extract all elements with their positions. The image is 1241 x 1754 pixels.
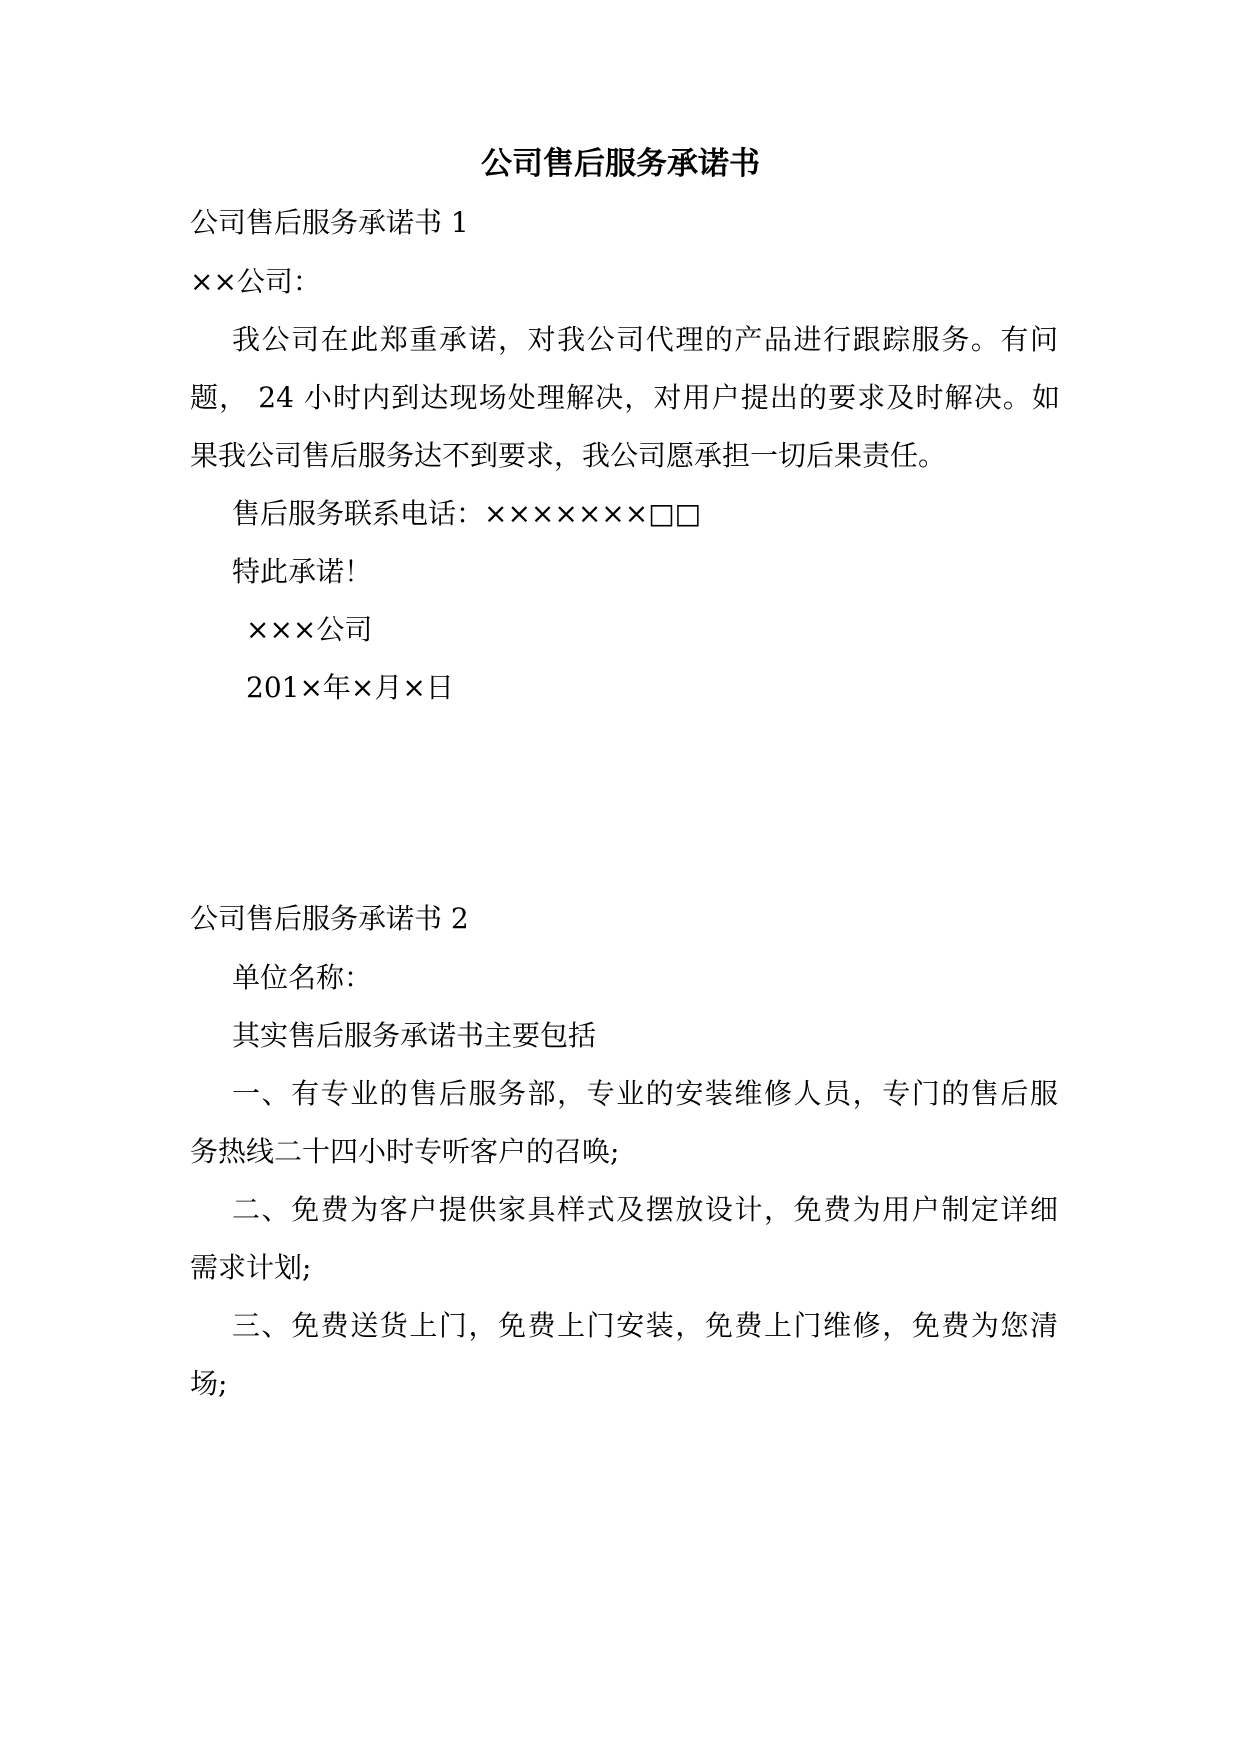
section1-body-line: 果我公司售后服务达不到要求，我公司愿承担一切后果责任。 [190,439,947,472]
section2-heading: 公司售后服务承诺书 2 [190,902,469,935]
list-item-line: 场; [190,1367,228,1400]
list-item-line: 需求计划; [190,1251,312,1284]
document-title: 公司售后服务承诺书 [481,146,760,182]
list-item-line: 一、有专业的售后服务部，专业的安装维修人员，专门的售后服 [232,1077,1058,1110]
section1-body-line: 我公司在此郑重承诺，对我公司代理的产品进行跟踪服务。有问 [232,323,1058,356]
addressee: ××公司： [190,265,321,298]
section1-heading: 公司售后服务承诺书 1 [190,206,469,239]
signature-company: ×××公司 [246,613,373,646]
list-item-line: 三、免费送货上门，免费上门安装，免费上门维修，免费为您清 [232,1309,1058,1342]
unit-name-label: 单位名称： [232,961,373,994]
list-item-line: 二、免费为客户提供家具样式及摆放设计，免费为用户制定详细 [232,1193,1058,1226]
closing-statement: 特此承诺！ [232,555,373,588]
section1-body-line: 题， 24 小时内到达现场处理解决，对用户提出的要求及时解决。如 [190,381,1060,414]
contact-phone: 售后服务联系电话：×××××××□□ [232,497,702,530]
list-item-line: 务热线二十四小时专听客户的召唤; [190,1135,620,1168]
section2-intro: 其实售后服务承诺书主要包括 [232,1019,597,1052]
signature-date: 201×年×月×日 [246,671,454,704]
